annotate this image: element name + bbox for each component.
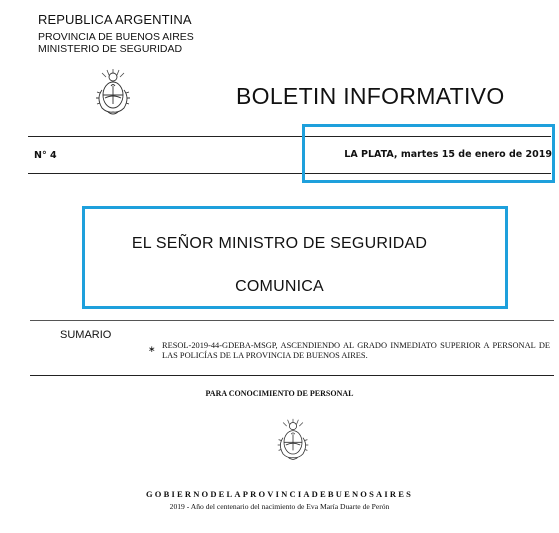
sumario-item: RESOL-2019-44-GDEBA-MSGP, ASCENDIENDO AL GRADO INMEDIATO SUPERIOR A PERSONAL DE LAS POLICÍAS DE LA PROVINCIA DE BUENOS AIRES. xyxy=(162,341,550,360)
minister-line-1: EL SEÑOR MINISTRO DE SEGURIDAD xyxy=(131,235,428,252)
sumario-label: SUMARIO xyxy=(60,329,112,341)
bulletin-number: N° 4 xyxy=(34,150,57,161)
bulletin-title: BOLETIN INFORMATIVO xyxy=(236,83,505,109)
header-provincia: PROVINCIA DE BUENOS AIRES xyxy=(38,31,194,43)
rule-sumario-top xyxy=(30,320,554,321)
minister-line-2: COMUNICA xyxy=(235,278,324,295)
coat-of-arms-icon xyxy=(274,418,312,463)
gobierno-provincia: GOBIERNODELAPROVINCIADEBUENOSAIRES xyxy=(145,489,414,499)
para-conocimiento: PARA CONOCIMIENTO DE PERSONAL xyxy=(205,389,354,398)
highlight-box-date xyxy=(302,124,555,183)
rule-sumario-bottom xyxy=(30,375,554,376)
sumario-bullet: ∗ xyxy=(148,344,156,354)
year-note: 2019 - Año del centenario del nacimiento de Eva María Duarte de Perón xyxy=(169,502,390,511)
place-date: LA PLATA, martes 15 de enero de 2019 xyxy=(344,149,552,160)
header-ministerio: MINISTERIO DE SEGURIDAD xyxy=(38,43,183,55)
coat-of-arms-icon xyxy=(92,68,134,118)
header-republica: REPUBLICA ARGENTINA xyxy=(38,12,192,27)
